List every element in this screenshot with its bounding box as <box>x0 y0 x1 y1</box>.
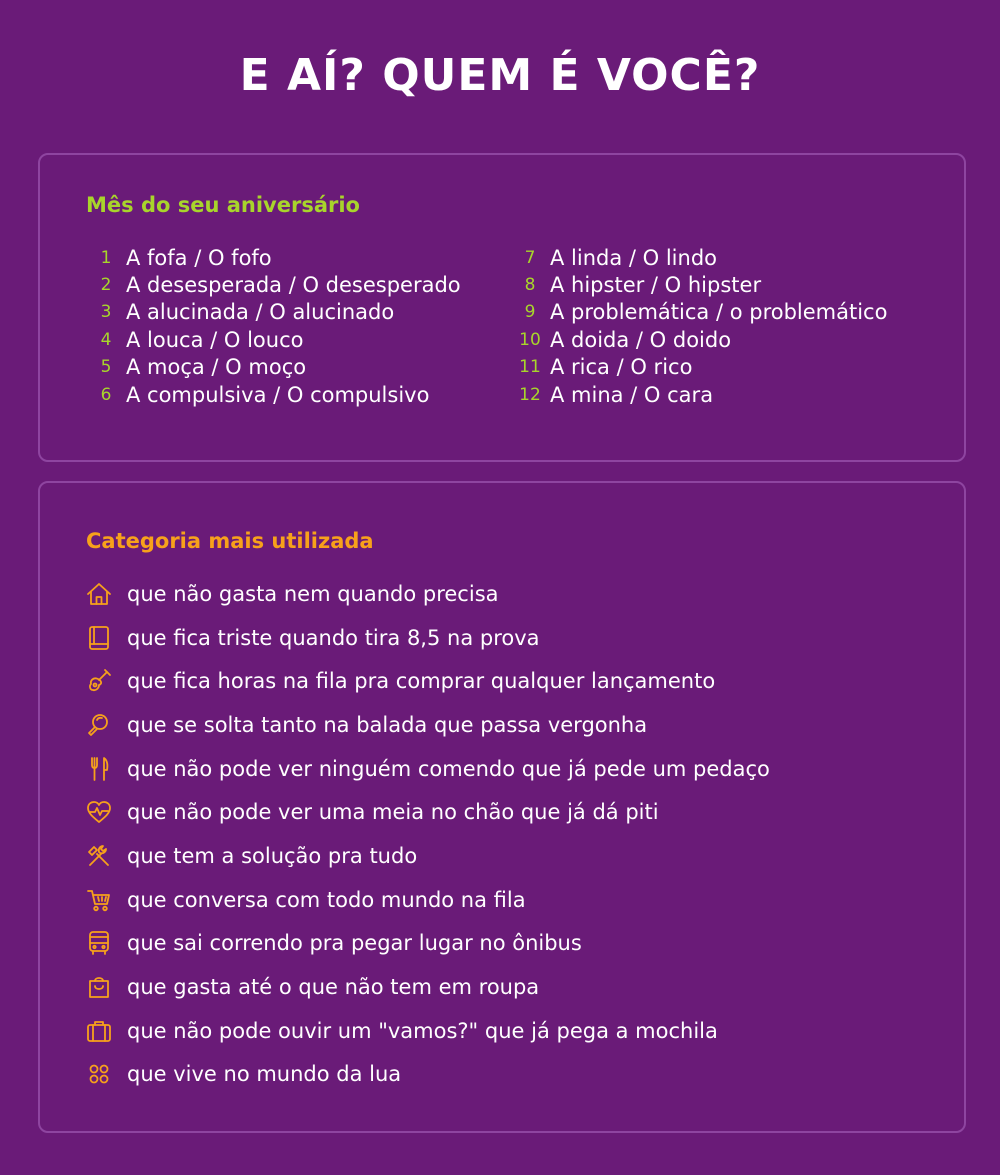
month-label: A problemática / o problemático <box>550 300 888 325</box>
month-label: A doida / O doido <box>550 327 732 352</box>
month-number: 10 <box>519 329 541 350</box>
suitcase-icon <box>84 1016 114 1046</box>
month-label: A alucinada / O alucinado <box>126 300 395 325</box>
month-number: 6 <box>100 384 112 405</box>
month-item <box>510 271 887 298</box>
month-item <box>86 244 461 271</box>
month-list-left <box>86 244 461 408</box>
category-item <box>84 834 770 878</box>
book-icon <box>84 623 114 653</box>
tools-icon <box>84 841 114 871</box>
dots-grid-icon <box>84 1059 114 1089</box>
category-item <box>84 616 770 660</box>
month-item <box>86 354 461 381</box>
month-item <box>510 326 887 353</box>
category-label: que sai correndo pra pegar lugar no ônibus <box>127 931 582 956</box>
month-number: 3 <box>100 302 112 323</box>
shopping-cart-icon <box>84 885 114 915</box>
month-number: 5 <box>100 357 112 378</box>
category-label: que gasta até o que não tem em roupa <box>127 975 540 1000</box>
month-item <box>86 381 461 408</box>
month-item <box>510 354 887 381</box>
month-label: A compulsiva / O compulsivo <box>126 382 430 407</box>
category-label: que se solta tanto na balada que passa vergonha <box>127 712 648 737</box>
guitar-icon <box>84 666 114 696</box>
month-label: A moça / O moço <box>126 355 307 380</box>
birthday-month-panel <box>38 153 966 462</box>
category-label: que tem a solução pra tudo <box>127 843 418 868</box>
month-number: 4 <box>100 329 112 350</box>
category-label: que não gasta nem quando precisa <box>127 581 499 606</box>
month-number: 1 <box>100 247 112 268</box>
category-item <box>84 659 770 703</box>
category-item <box>84 878 770 922</box>
magnifier-icon <box>84 710 114 740</box>
category-heading: Categoria mais utilizada <box>86 529 374 553</box>
category-label: que conversa com todo mundo na fila <box>127 887 526 912</box>
month-item <box>86 326 461 353</box>
fork-knife-icon <box>84 754 114 784</box>
month-number: 2 <box>100 275 112 296</box>
month-list-right <box>510 244 887 408</box>
heart-pulse-icon <box>84 797 114 827</box>
shopping-bag-icon <box>84 972 114 1002</box>
category-list <box>84 572 770 1096</box>
category-item <box>84 1053 770 1097</box>
category-label: que não pode ver ninguém comendo que já pede um pedaço <box>127 756 770 781</box>
category-label: que não pode ouvir um "vamos?" que já pega a mochila <box>127 1018 718 1043</box>
month-number: 7 <box>524 247 536 268</box>
month-item <box>86 299 461 326</box>
category-label: que não pode ver uma meia no chão que já dá piti <box>127 800 659 825</box>
category-item <box>84 790 770 834</box>
bus-icon <box>84 928 114 958</box>
month-label: A louca / O louco <box>126 327 304 352</box>
month-item <box>510 244 887 271</box>
page-title: E AÍ? QUEM É VOCÊ? <box>239 50 761 101</box>
category-item <box>84 747 770 791</box>
category-label: que fica triste quando tira 8,5 na prova <box>127 625 540 650</box>
month-label: A rica / O rico <box>550 355 693 380</box>
month-label: A desesperada / O desesperado <box>126 273 461 298</box>
category-item <box>84 1009 770 1053</box>
month-item <box>86 271 461 298</box>
category-item <box>84 922 770 966</box>
month-number: 12 <box>519 384 541 405</box>
month-number: 8 <box>524 275 536 296</box>
category-item <box>84 703 770 747</box>
month-label: A fofa / O fofo <box>126 245 272 270</box>
category-item <box>84 572 770 616</box>
category-item <box>84 965 770 1009</box>
birthday-month-heading: Mês do seu aniversário <box>86 193 360 217</box>
month-number: 9 <box>524 302 536 323</box>
month-item <box>510 381 887 408</box>
month-label: A linda / O lindo <box>550 245 718 270</box>
month-item <box>510 299 887 326</box>
category-label: que vive no mundo da lua <box>127 1062 402 1087</box>
category-panel <box>38 481 966 1133</box>
month-number: 11 <box>519 357 541 378</box>
month-label: A mina / O cara <box>550 382 714 407</box>
month-label: A hipster / O hipster <box>550 273 762 298</box>
house-icon <box>84 579 114 609</box>
category-label: que fica horas na fila pra comprar qualquer lançamento <box>127 669 716 694</box>
